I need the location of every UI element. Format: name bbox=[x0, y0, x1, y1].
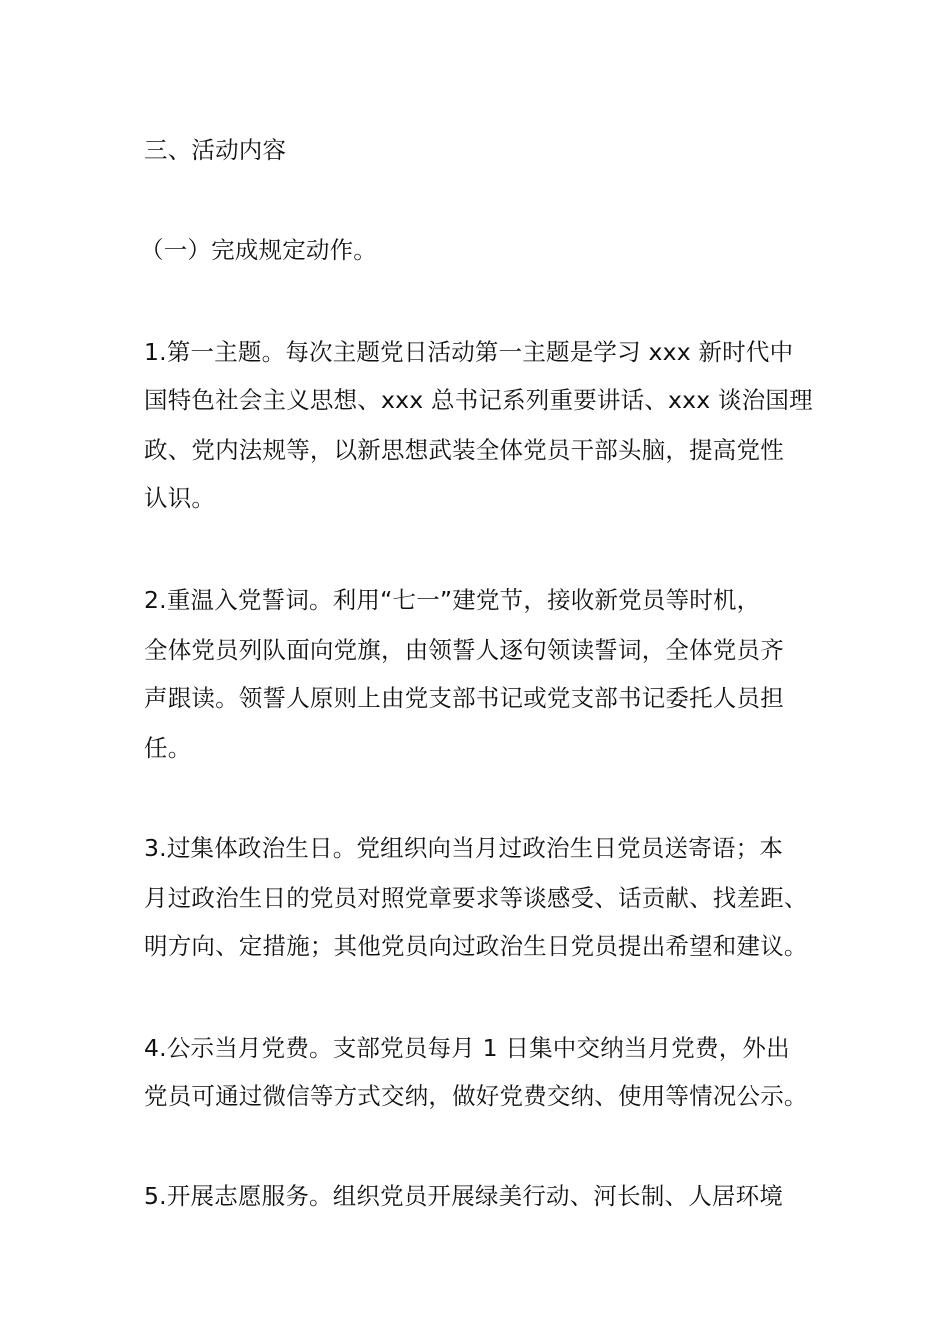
paragraph-line: 4.公示当月党费。支部党员每月 1 日集中交纳当月党费，外出 bbox=[144, 1034, 790, 1062]
paragraph-line: 1.第一主题。每次主题党日活动第一主题是学习 xxx 新时代中 bbox=[144, 338, 794, 366]
paragraph-line: 声跟读。领誓人原则上由党支部书记或党支部书记委托人员担 bbox=[144, 684, 784, 712]
paragraph-line: 党员可通过微信等方式交纳，做好党费交纳、使用等情况公示。 bbox=[144, 1082, 808, 1110]
paragraph-line: 3.过集体政治生日。党组织向当月过政治生日党员送寄语；本 bbox=[144, 834, 784, 862]
paragraph-line: 国特色社会主义思想、xxx 总书记系列重要讲话、xxx 谈治国理 bbox=[144, 386, 813, 414]
subsection-heading: （一）完成规定动作。 bbox=[140, 236, 377, 264]
paragraph-line: 认识。 bbox=[144, 484, 216, 512]
paragraph-line: 全体党员列队面向党旗，由领誓人逐句领读誓词，全体党员齐 bbox=[144, 636, 784, 664]
section-heading: 三、活动内容 bbox=[144, 136, 287, 164]
paragraph-line: 明方向、定措施；其他党员向过政治生日党员提出希望和建议。 bbox=[144, 932, 808, 960]
paragraph-line: 政、党内法规等，以新思想武装全体党员干部头脑，提高党性 bbox=[144, 436, 784, 464]
paragraph-line: 5.开展志愿服务。组织党员开展绿美行动、河长制、人居环境 bbox=[144, 1182, 784, 1210]
paragraph-line: 任。 bbox=[144, 734, 192, 762]
paragraph-line: 2.重温入党誓词。利用“七一”建党节，接收新党员等时机， bbox=[144, 586, 761, 614]
paragraph-line: 月过政治生日的党员对照党章要求等谈感受、话贡献、找差距、 bbox=[144, 884, 808, 912]
